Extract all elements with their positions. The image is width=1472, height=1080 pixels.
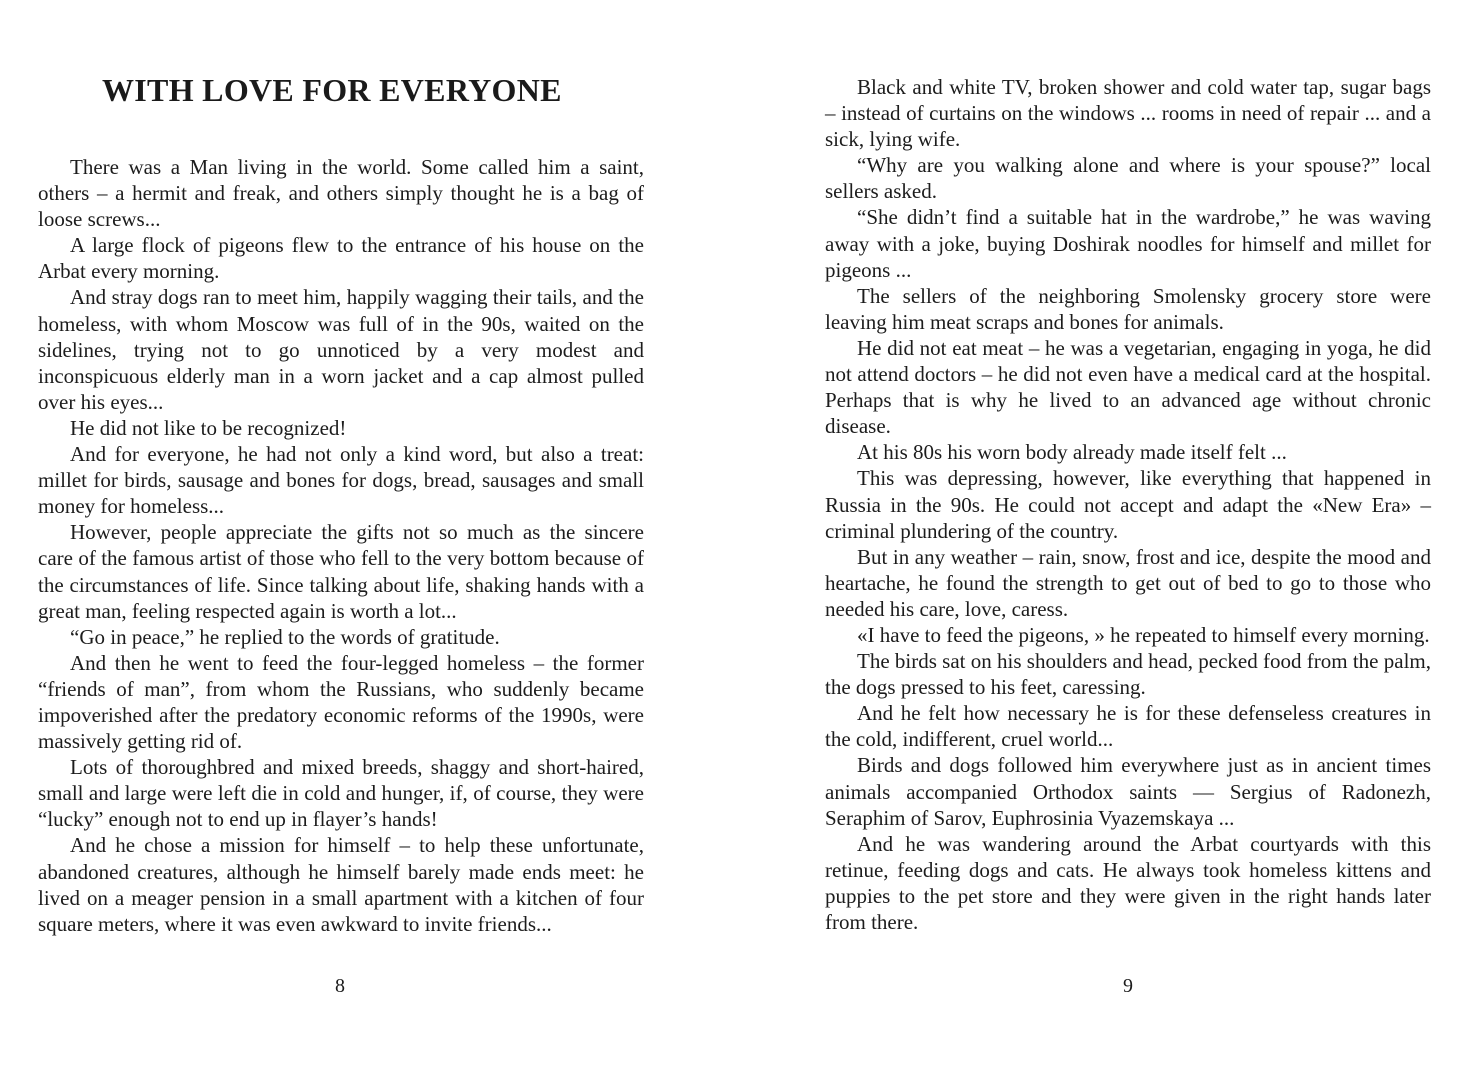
paragraph: “Go in peace,” he replied to the words of gratitude. [70,624,500,649]
right-page [736,0,1472,1080]
paragraph: He did not eat meat – he was a vegetarian, engaging in yoga, he did not attend doctors – he did not even have a medical card at the hospital. Perhaps that is why he lived to an advanced age without chronic disease. [825,335,1431,439]
paragraph: «I have to feed the pigeons, » he repeated to himself every morning. [857,622,1430,647]
paragraph: The sellers of the neighboring Smolensky grocery store were leaving him meat scraps and bones for animals. [825,283,1431,334]
paragraph: However, people appreciate the gifts not so much as the sincere care of the famous artist of those who fell to the very bottom because of the circumstances of life. Since talking about life, shaking hands with a great man, feeling respected again is worth a lot... [38,520,644,623]
paragraph: And he chose a mission for himself – to help these unfortunate, abandoned creatures, although he himself barely made ends meet: he lived on a meager pension in a small apartment with a kitchen of four square meters, where it was even awkward to invite friends... [38,833,644,936]
paragraph: And then he went to feed the four-legged homeless – the former “friends of man”, from whom the Russians, who suddenly became impoverished after the predatory economic reforms of the 1990s, were massively getting rid of. [38,650,644,754]
paragraph: But in any weather – rain, snow, frost and ice, despite the mood and heartache, he found the strength to get out of bed to go to those who needed his care, love, caress. [825,544,1431,621]
left-page-body [38,154,644,937]
paragraph: There was a Man living in the world. Some called him a saint, others – a hermit and freak, and others simply thought he is a bag of loose screws... [38,155,644,232]
paragraph: And he felt how necessary he is for these defenseless creatures in the cold, indifferent, cruel world... [825,701,1431,752]
paragraph: Lots of thoroughbred and mixed breeds, shaggy and short-haired, small and large were left die in cold and hunger, if, of course, they were “lucky” enough not to end up in flayer’s hands! [38,755,644,832]
chapter-title: WITH LOVE FOR EVERYONE [102,72,562,108]
paragraph: “Why are you walking alone and where is your spouse?” local sellers asked. [825,153,1431,204]
paragraph: And for everyone, he had not only a kind word, but also a treat: millet for birds, sausage and bones for dogs, bread, sausages and small money for homeless... [38,442,644,519]
right-page-body [825,74,1431,935]
paragraph: The birds sat on his shoulders and head, pecked food from the palm, the dogs pressed to his feet, caressing. [825,649,1431,700]
paragraph: This was depressing, however, like everything that happened in Russia in the 90s. He could not accept and adapt the «New Era» – criminal plundering of the country. [825,466,1431,543]
paragraph: Black and white TV, broken shower and cold water tap, sugar bags – instead of curtains on the windows ... rooms in need of repair ... and a sick, lying wife. [825,75,1431,152]
paragraph: And stray dogs ran to meet him, happily wagging their tails, and the homeless, with whom Moscow was full of in the 90s, waited on the sidelines, trying not to go unnoticed by a very modest and inconspicuous elderly man in a worn jacket and a cap almost pulled over his eyes... [38,285,644,414]
paragraph: At his 80s his worn body already made itself felt ... [857,440,1287,465]
paragraph: “She didn’t find a suitable hat in the wardrobe,” he was waving away with a joke, buying Doshirak noodles for himself and millet for pigeons ... [825,205,1431,282]
page-number: 9 [1123,975,1133,997]
paragraph: A large flock of pigeons flew to the entrance of his house on the Arbat every morning. [38,233,644,284]
page-number: 8 [335,975,345,997]
paragraph: He did not like to be recognized! [70,415,347,440]
paragraph: And he was wandering around the Arbat courtyards with this retinue, feeding dogs and cats. He always took homeless kittens and puppies to the pet store and they were given in the right hands later from there. [825,831,1431,934]
paragraph: Birds and dogs followed him everywhere just as in ancient times animals accompanied Orthodox saints — Sergius of Radonezh, Seraphim of Sarov, Euphrosinia Vyazemskaya ... [825,753,1431,830]
